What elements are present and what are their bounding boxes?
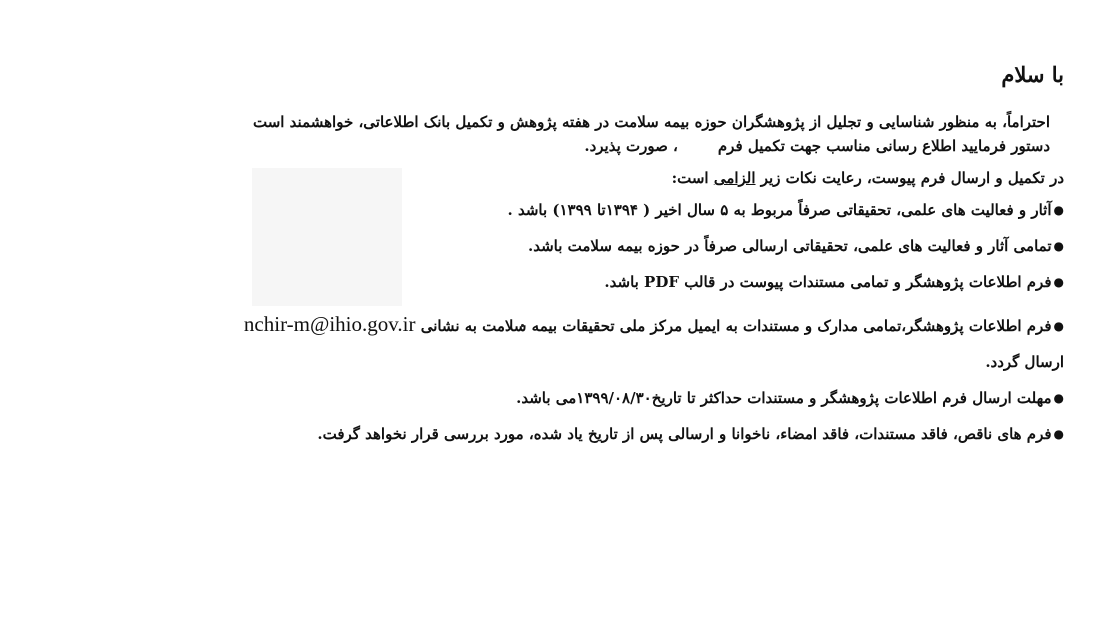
- rule-item: [64, 306, 1064, 380]
- rule-item: [64, 422, 1064, 446]
- intro-line-2-end: ، صورت پذیرد.: [584, 137, 678, 155]
- rule-text-end: ارسال گردد.: [985, 353, 1064, 371]
- rules-list: [64, 198, 1064, 446]
- greeting: با سلام: [1001, 62, 1064, 87]
- bullet-icon: ●: [1053, 427, 1064, 441]
- rule-text: تمامی آثار و فعالیت های علمی، تحقیقاتی ارسالی صرفاً در حوزه بیمه سلامت باشد.: [527, 237, 1052, 255]
- bullet-icon: ●: [1053, 275, 1064, 289]
- intro-paragraph: [64, 110, 1064, 158]
- bullet-icon: ●: [1053, 319, 1064, 333]
- rule-item: [64, 386, 1064, 410]
- note-before: در تکمیل و ارسال فرم پیوست، رعایت نکات زیر: [755, 169, 1064, 187]
- rule-item: [64, 270, 1064, 294]
- intro-line-2-start: دستور فرمایید اطلاع رسانی مناسب جهت تکمیل فرم: [717, 137, 1050, 155]
- bullet-icon: ●: [1053, 239, 1064, 253]
- intro-line-1: احتراماً، به منظور شناسایی و تجلیل از پژوهشگران حوزه بیمه سلامت در هفته پژوهش و تکمیل بانک اطلاعاتی، خواهشمند است: [253, 113, 1050, 131]
- rule-item: [64, 198, 1064, 222]
- rule-text: مهلت ارسال فرم اطلاعات پژوهشگر و مستندات حداکثر تا تاریخ۱۳۹۹/۰۸/۳۰می باشد.: [516, 389, 1052, 407]
- intro-line-2: [64, 134, 1064, 158]
- letter-body: [64, 60, 1064, 458]
- rule-item: [64, 234, 1064, 258]
- bullet-icon: ●: [1053, 391, 1064, 405]
- rule-text: فرم اطلاعات پژوهشگر و تمامی مستندات پیوست در قالب PDF باشد.: [604, 273, 1052, 291]
- rule-text: فرم اطلاعات پژوهشگر،تمامی مدارک و مستندات به ایمیل مرکز ملی تحقیقات بیمه سلامت به نشانی: [420, 317, 1052, 335]
- note-after: است:: [671, 169, 714, 187]
- rule-text: فرم های ناقص، فاقد مستندات، فاقد امضاء، ناخوانا و ارسالی پس از تاریخ یاد شده، مورد بررسی قرار نخواهد گرفت.: [317, 425, 1052, 443]
- note-underlined: الزامی: [713, 169, 756, 187]
- requirements-note: [64, 166, 1064, 190]
- bullet-icon: ●: [1053, 203, 1064, 217]
- rule-text: آثار و فعالیت های علمی، تحقیقاتی صرفاً مربوط به ۵ سال اخیر ( ۱۳۹۴تا ۱۳۹۹) باشد .: [507, 201, 1052, 219]
- email-address: nchir-m@ihio.gov.ir: [243, 312, 416, 336]
